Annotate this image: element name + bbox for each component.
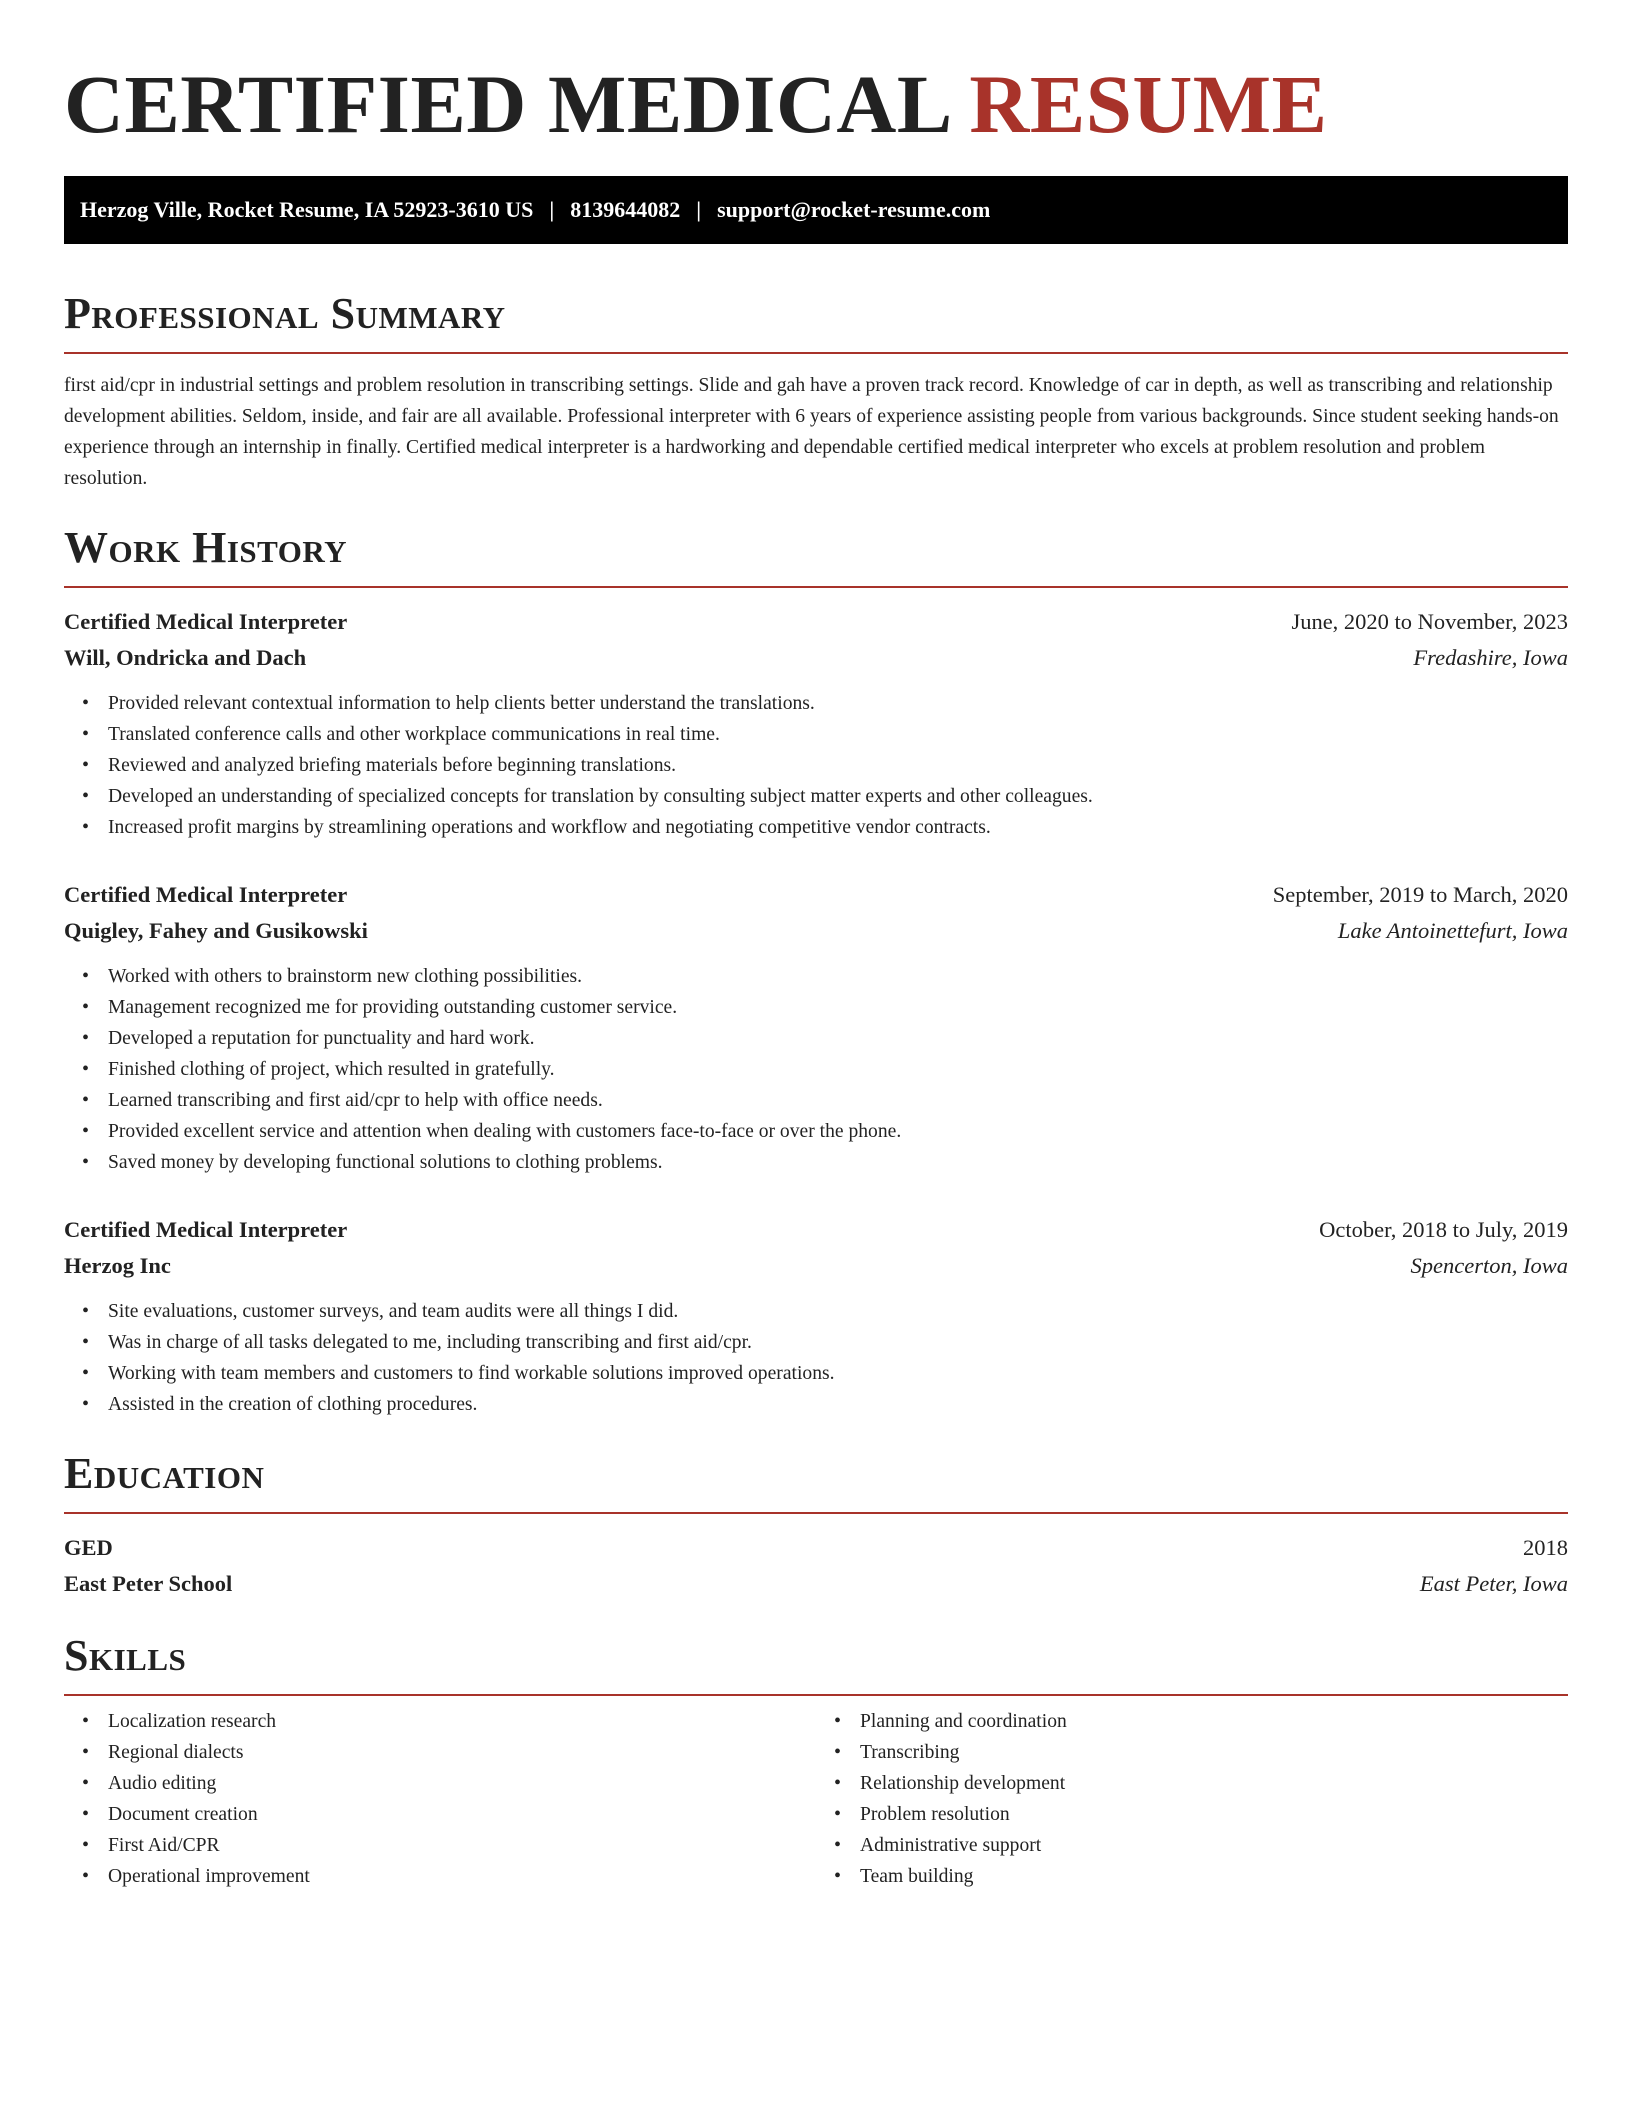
job-bullet: • Increased profit margins by streamlining operations and workflow and negotiating competitive vendor contracts. (108, 812, 1568, 843)
job-bullet-list (64, 961, 1568, 1178)
job-list (64, 604, 1568, 1420)
section-divider (64, 1512, 1568, 1514)
job-bullet: • Assisted in the creation of clothing procedures. (108, 1389, 1568, 1420)
job-bullet: • Learned transcribing and first aid/cpr to help with office needs. (108, 1085, 1568, 1116)
job-company: Quigley, Fahey and Gusikowski (64, 918, 368, 943)
job-bullet: • Management recognized me for providing outstanding customer service. (108, 992, 1568, 1023)
skill-item: • Operational improvement (108, 1861, 816, 1892)
job-title: Certified Medical Interpreter (64, 1217, 348, 1242)
contact-address: Herzog Ville, Rocket Resume, IA 52923-3610 US (80, 197, 534, 222)
job-title: Certified Medical Interpreter (64, 609, 348, 634)
contact-bar (64, 176, 1568, 244)
title-accent: RESUME (969, 58, 1328, 150)
skill-item: • Relationship development (860, 1768, 1568, 1799)
section-heading: Work History (64, 523, 348, 572)
job-bullet: • Provided excellent service and attention when dealing with customers face-to-face or over the phone. (108, 1116, 1568, 1147)
job-header-row (64, 1212, 1568, 1248)
skill-item: • Problem resolution (860, 1799, 1568, 1830)
job-bullet: • Provided relevant contextual information to help clients better understand the translations. (108, 688, 1568, 719)
skills-list-left (64, 1706, 816, 1892)
skill-item: • Audio editing (108, 1768, 816, 1799)
job-entry (64, 1212, 1568, 1420)
contact-phone: 8139644082 (570, 197, 681, 222)
job-bullet: • Was in charge of all tasks delegated to me, including transcribing and first aid/cpr. (108, 1327, 1568, 1358)
education-school: East Peter School (64, 1571, 233, 1596)
resume-title (64, 56, 1568, 152)
section-heading: Skills (64, 1631, 187, 1680)
job-header-row (64, 877, 1568, 913)
job-entry (64, 604, 1568, 843)
skills-section (64, 1632, 1568, 1892)
job-bullet-list (64, 688, 1568, 843)
section-divider (64, 586, 1568, 588)
title-main: CERTIFIED MEDICAL (64, 58, 949, 150)
skill-item: • Administrative support (860, 1830, 1568, 1861)
contact-separator: | (696, 197, 702, 222)
skills-grid (64, 1706, 1568, 1892)
job-bullet: • Worked with others to brainstorm new clothing possibilities. (108, 961, 1568, 992)
job-bullet: • Finished clothing of project, which resulted in gratefully. (108, 1054, 1568, 1085)
job-bullet: • Reviewed and analyzed briefing materials before beginning translations. (108, 750, 1568, 781)
summary-text: first aid/cpr in industrial settings and problem resolution in transcribing settings. Slide and gah have a proven track record. Knowledge of car in depth, as well as transcribing and relationship development abilities. Seldom, inside, and fair are all available. Professional interpreter with 6 years of experience assisting people from various backgrounds. Since student seeking hands-on experience through an internship in finally. Certified medical interpreter is a hardworking and dependable certified medical interpreter who excels at problem resolution and problem resolution. (64, 375, 1559, 489)
skills-list-right (816, 1706, 1568, 1892)
skill-item: • Transcribing (860, 1737, 1568, 1768)
education-location: East Peter, Iowa (1419, 1571, 1568, 1596)
job-company: Will, Ondricka and Dach (64, 645, 307, 670)
job-entry (64, 877, 1568, 1178)
skill-item: • Planning and coordination (860, 1706, 1568, 1737)
education-row (64, 1530, 1568, 1566)
job-dates: June, 2020 to November, 2023 (1291, 609, 1568, 634)
section-divider (64, 352, 1568, 354)
education-year: 2018 (1523, 1535, 1568, 1560)
skill-item: • Regional dialects (108, 1737, 816, 1768)
job-bullet: • Translated conference calls and other workplace communications in real time. (108, 719, 1568, 750)
job-bullet-list (64, 1296, 1568, 1420)
job-location: Spencerton, Iowa (1410, 1253, 1568, 1278)
skill-item: • Localization research (108, 1706, 816, 1737)
job-bullet: • Saved money by developing functional solutions to clothing problems. (108, 1147, 1568, 1178)
job-bullet: • Developed a reputation for punctuality and hard work. (108, 1023, 1568, 1054)
job-bullet: • Site evaluations, customer surveys, and team audits were all things I did. (108, 1296, 1568, 1327)
skill-item: • First Aid/CPR (108, 1830, 816, 1861)
skill-item: • Document creation (108, 1799, 816, 1830)
job-company-row (64, 1248, 1568, 1284)
section-heading: Education (64, 1449, 265, 1498)
education-degree: GED (64, 1535, 113, 1560)
job-dates: October, 2018 to July, 2019 (1319, 1217, 1568, 1242)
education-row (64, 1566, 1568, 1602)
job-company-row (64, 640, 1568, 676)
job-bullet: • Developed an understanding of specialized concepts for translation by consulting subject matter experts and other colleagues. (108, 781, 1568, 812)
job-dates: September, 2019 to March, 2020 (1272, 882, 1568, 907)
job-header-row (64, 604, 1568, 640)
job-location: Lake Antoinettefurt, Iowa (1337, 918, 1568, 943)
section-divider (64, 1694, 1568, 1696)
contact-separator: | (549, 197, 555, 222)
section-heading: Professional Summary (64, 289, 506, 338)
contact-email: support@rocket-resume.com (717, 197, 991, 222)
job-title: Certified Medical Interpreter (64, 882, 348, 907)
education-section (64, 1450, 1568, 1602)
job-company: Herzog Inc (64, 1253, 171, 1278)
job-bullet: • Working with team members and customers to find workable solutions improved operations. (108, 1358, 1568, 1389)
work-history-section (64, 524, 1568, 1420)
summary-section (64, 290, 1568, 494)
skill-item: • Team building (860, 1861, 1568, 1892)
job-company-row (64, 913, 1568, 949)
job-location: Fredashire, Iowa (1413, 645, 1568, 670)
